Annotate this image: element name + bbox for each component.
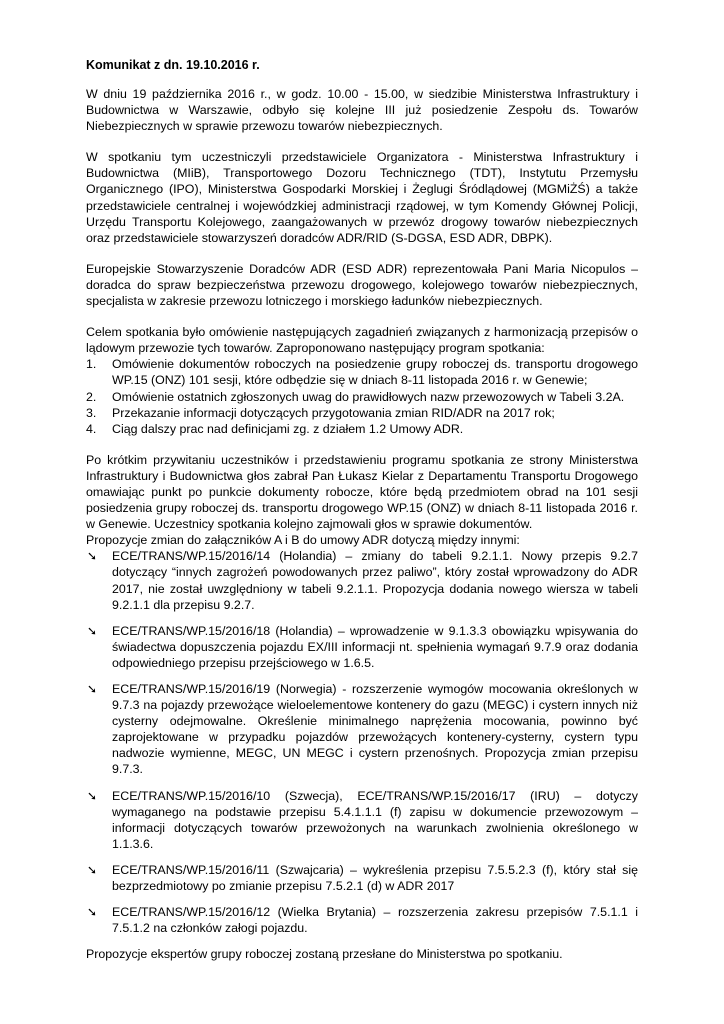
paragraph-meeting-goal: Celem spotkania było omówienie następujących zagadnień związanych z harmonizacją przepisów o lądowym przewozie tych towarów. Zaproponowano następujący program spotkania: bbox=[86, 325, 638, 356]
program-item-number: 1. bbox=[86, 357, 97, 372]
arrow-down-right-icon: ➘ bbox=[87, 862, 98, 877]
proposal-text: ECE/TRANS/WP.15/2016/12 (Wielka Brytania) – rozszerzenia zakresu przepisów 7.5.1.1 i 7.5.1.2 na członków załogi pojazdu. bbox=[112, 905, 638, 936]
arrow-down-right-icon: ➘ bbox=[87, 788, 98, 803]
program-item bbox=[86, 389, 638, 405]
paragraph-esd-adr: Europejskie Stowarzyszenie Doradców ADR (ESD ADR) reprezentowała Pani Maria Nicopulos – doradca do spraw bezpieczeństwa przewozu drogowego, kolejowego towarów niebezpiecznych, specjalista w zakresie przewozu lotniczego i morskiego ładunków niebezpiecznych. bbox=[86, 261, 638, 309]
proposal-item bbox=[86, 623, 638, 671]
arrow-down-right-icon: ➘ bbox=[87, 682, 98, 696]
program-item-text: Omówienie dokumentów roboczych na posiedzenie grupy roboczej ds. transportu drogowego WP.15 (ONZ) 101 sesji, które odbędzie się w dniach 8-11 listopada 2016 r. w Genewie; bbox=[112, 357, 638, 388]
proposal-item bbox=[86, 904, 638, 936]
paragraph-meeting-info: W dniu 19 października 2016 r., w godz. 10.00 - 15.00, w siedzibie Ministerstwa Infrastruktury i Budownictwa w Warszawie, odbyło się kolejne III już posiedzenie Zespołu ds. Towarów Niebezpiecznych w sprawie przewozu towarów niebezpiecznych. bbox=[86, 87, 638, 134]
paragraph-proposals-intro: Propozycje zmian do załączników A i B do umowy ADR dotyczą między innymi: bbox=[86, 533, 520, 548]
proposal-text: ECE/TRANS/WP.15/2016/19 (Norwegia) - rozszerzenie wymogów mocowania określonych w 9.7.3 na pojazdy przewożące wieloelementowe kontenery do gazu (MEGC) i cystern innych niż cysterny odejmowalne. Określenie minimalnego naprężenia mocowania, powinno być zaprojektowane w przypadku pojazdów przewożących kontenery-cysterny, cystern typu nadwozie wymienne, MEGC, UN MEGC i cystern przenośnych. Propozycja zmian przepisu 9.7.3. bbox=[112, 682, 638, 777]
proposal-item bbox=[86, 788, 638, 852]
arrow-down-right-icon: ➘ bbox=[87, 549, 98, 564]
program-item bbox=[86, 405, 638, 421]
proposal-text: ECE/TRANS/WP.15/2016/18 (Holandia) – wprowadzenie w 9.1.3.3 obowiązku wpisywania do świadectwa dopuszczenia pojazdu EX/III informacji nt. spełnienia wymagań 9.7.9 oraz dodania odpowiedniego przepisu przejściowego w 1.6.5. bbox=[112, 623, 638, 670]
program-item-text: Przekazanie informacji dotyczących przygotowania zmian RID/ADR na 2017 rok; bbox=[112, 405, 555, 420]
proposals-list bbox=[86, 548, 638, 936]
program-item bbox=[86, 421, 638, 437]
program-item-text: Omówienie ostatnich zgłoszonych uwag do prawidłowych nazw przewozowych w Tabeli 3.2A. bbox=[112, 389, 625, 404]
program-item bbox=[86, 356, 638, 388]
arrow-down-right-icon: ➘ bbox=[87, 905, 98, 920]
proposal-text: ECE/TRANS/WP.15/2016/10 (Szwecja), ECE/TRANS/WP.15/2016/17 (IRU) – dotyczy wymaganego na podstawie przepisu 5.4.1.1.1 (f) zapisu w dokumencie przewozowym – informacji dotyczących towarów przewożonych na warunkach zwolnienia określonego w 1.1.3.6. bbox=[112, 788, 638, 851]
proposal-item bbox=[86, 681, 638, 778]
document-page bbox=[86, 57, 638, 962]
program-item-number: 4. bbox=[86, 421, 97, 436]
proposal-text: ECE/TRANS/WP.15/2016/14 (Holandia) – zmiany do tabeli 9.2.1.1. Nowy przepis 9.2.7 dotyczący “innych zagrożeń powodowanych przez paliwo”, który został wprowadzony do ADR 2017, nie został uwzględniony w tabeli 9.2.1.1. Propozycja dodania nowego wiersza w tabeli 9.2.1.1 dla przepisu 9.2.7. bbox=[112, 549, 638, 612]
paragraph-discussion: Po krótkim przywitaniu uczestników i przedstawieniu programu spotkania ze strony Ministerstwa Infrastruktury i Budownictwa głos zabrał Pan Łukasz Kielar z Departamentu Transportu Drogowego omawiając punkt po punkcie dokumenty robocze, które będą przedmiotem obrad na 101 sesji posiedzenia grupy roboczej ds. transportu drogowego WP.15 (ONZ) w dniach 8-11 listopada 2016 r. w Genewie. Uczestnicy spotkania kolejno zajmowali głos w sprawie dokumentów. bbox=[86, 452, 638, 532]
paragraph-participants: W spotkaniu tym uczestniczyli przedstawiciele Organizatora - Ministerstwa Infrastruktury i Budownictwa (MIiB), Transportowego Dozoru Technicznego (TDT), Instytutu Przemysłu Organicznego (IPO), Ministerstwa Gospodarki Morskiej i Żeglugi Śródlądowej (MGMiŻŚ) a także przedstawiciele centralnej i wojewódzkiej administracji rządowej, w tym Komendy Głównej Policji, Urzędu Transportu Kolejowego, zaangażowanych w przewóz drogowy towarów niebezpiecznych oraz przedstawiciele stowarzyszeń doradców ADR/RID (S-DGSA, ESD ADR, DBPK). bbox=[86, 150, 638, 245]
arrow-down-right-icon: ➘ bbox=[87, 623, 98, 638]
proposal-text: ECE/TRANS/WP.15/2016/11 (Szwajcaria) – wykreślenia przepisu 7.5.5.2.3 (f), który stał się bezprzedmiotowy po zmianie przepisu 7.5.2.1 (d) w ADR 2017 bbox=[112, 862, 638, 894]
proposal-item bbox=[86, 548, 638, 612]
program-item-number: 3. bbox=[86, 405, 97, 420]
proposal-item bbox=[86, 862, 638, 894]
program-list bbox=[86, 356, 638, 436]
program-item-number: 2. bbox=[86, 389, 97, 404]
paragraph-closing: Propozycje ekspertów grupy roboczej zostaną przesłane do Ministerstwa po spotkaniu. bbox=[86, 947, 563, 962]
program-item-text: Ciąg dalszy prac nad definicjami zg. z działem 1.2 Umowy ADR. bbox=[112, 421, 464, 436]
document-title: Komunikat z dn. 19.10.2016 r. bbox=[86, 58, 260, 72]
